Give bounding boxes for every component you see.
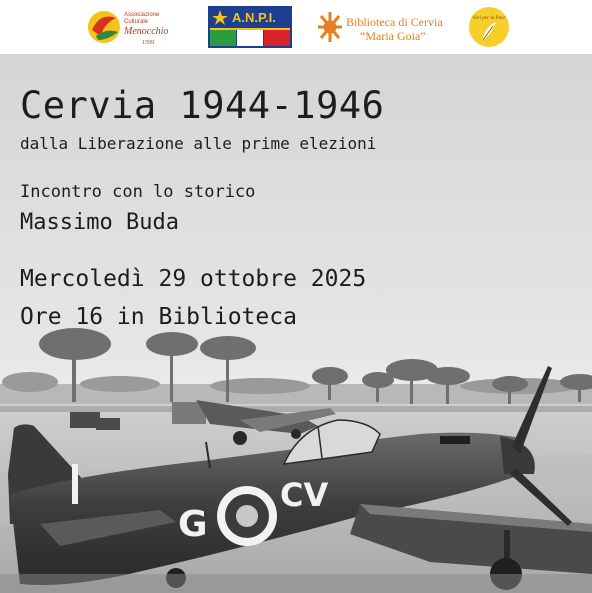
voci-per-la-pace-logo: [466, 6, 512, 48]
menocchio-logo: [86, 6, 186, 48]
speaker-name: Massimo Buda: [20, 210, 179, 235]
anpi-logo: [208, 6, 292, 48]
aircraft-code-left: G: [178, 504, 208, 545]
biblioteca-logo: [316, 6, 448, 48]
event-time-location: Ore 16 in Biblioteca: [20, 304, 297, 330]
svg-text:Associazione: Associazione: [124, 12, 160, 18]
logo-strip: [0, 0, 592, 54]
speaker-intro: Incontro con lo storico: [20, 182, 256, 202]
aircraft-code-right: CV: [280, 476, 329, 514]
svg-text:Biblioteca di Cervia: Biblioteca di Cervia: [346, 15, 443, 29]
svg-text:1599: 1599: [142, 40, 154, 46]
svg-text:A.N.P.I.: A.N.P.I.: [232, 10, 276, 25]
event-date: Mercoledì 29 ottobre 2025: [20, 266, 367, 292]
svg-text:“Maria Goia”: “Maria Goia”: [360, 29, 426, 43]
svg-text:Voci per la Pace: Voci per la Pace: [472, 16, 506, 21]
poster-title: Cervia 1944-1946: [20, 84, 385, 127]
svg-text:Culturale: Culturale: [124, 19, 149, 25]
svg-text:Menocchio: Menocchio: [124, 26, 169, 37]
poster-subtitle: dalla Liberazione alle prime elezioni: [20, 134, 377, 153]
